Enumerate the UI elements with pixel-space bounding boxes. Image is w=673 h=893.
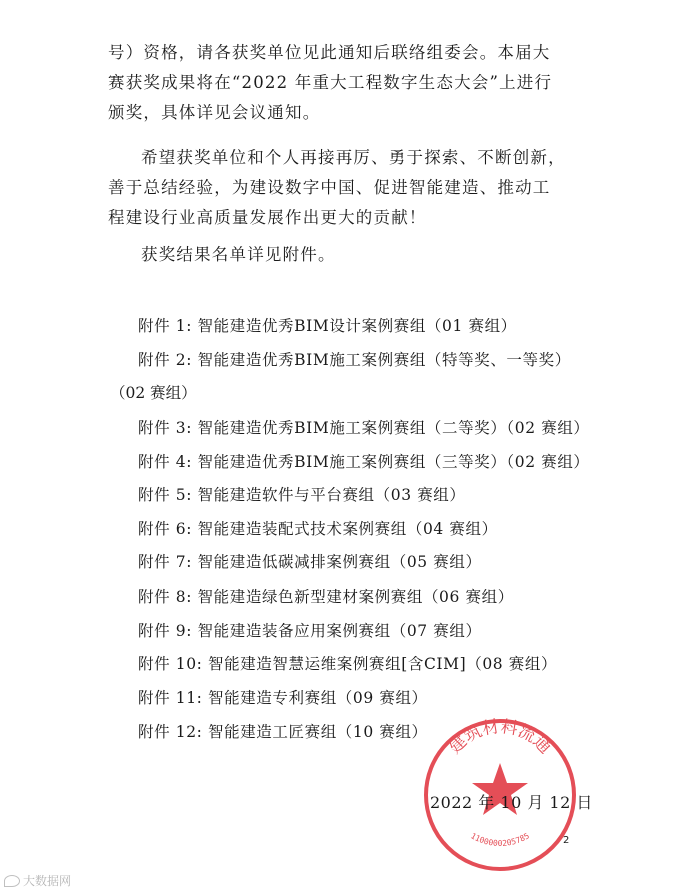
attachment-8: 附件 8: 智能建造绿色新型建材案例赛组（06 赛组） xyxy=(138,588,514,606)
paragraph-award-ceremony: 号）资格，请各获奖单位见此通知后联络组委会。本届大赛获奖成果将在“2022 年重大工程数字生态大会”上进行颁奖，具体详见会议通知。 xyxy=(108,43,553,122)
attachment-2: 附件 2: 智能建造优秀BIM施工案例赛组（特等奖、一等奖） xyxy=(138,351,571,369)
attachment-12: 附件 12: 智能建造工匠赛组（10 赛组） xyxy=(138,723,428,741)
attachment-6: 附件 6: 智能建造装配式技术案例赛组（04 赛组） xyxy=(138,520,498,538)
attachment-10: 附件 10: 智能建造智慧运维案例赛组[含CIM]（08 赛组） xyxy=(138,655,558,673)
seal-text: 建筑材料流通 xyxy=(445,716,555,758)
issue-date: 2022 年 10 月 12 日 xyxy=(430,793,593,812)
attachment-2-continuation: （02 赛组） xyxy=(110,384,197,402)
page-number: 2 xyxy=(563,835,570,846)
attachment-5: 附件 5: 智能建造软件与平台赛组（03 赛组） xyxy=(138,486,466,504)
attachment-9: 附件 9: 智能建造装备应用案例赛组（07 赛组） xyxy=(138,622,482,640)
paragraph-see-attachments xyxy=(108,240,568,270)
seal-number: 1100000205785 xyxy=(469,831,531,848)
watermark xyxy=(4,872,71,889)
attachment-1: 附件 1: 智能建造优秀BIM设计案例赛组（01 赛组） xyxy=(138,317,517,335)
watermark-text: 大数据网 xyxy=(23,874,72,888)
paragraph-see-attachments-text: 获奖结果名单详见附件。 xyxy=(141,245,336,264)
attachment-3: 附件 3: 智能建造优秀BIM施工案例赛组（二等奖）（02 赛组） xyxy=(138,419,590,437)
paragraph-encouragement-text: 希望获奖单位和个人再接再厉、勇于探索、不断创新，善于总结经验，为建设数字中国、促进智能建造、推动工程建设行业高质量发展作出更大的贡献！ xyxy=(108,148,566,227)
attachment-11: 附件 11: 智能建造专利赛组（09 赛组） xyxy=(138,689,428,707)
attachment-7: 附件 7: 智能建造低碳减排案例赛组（05 赛组） xyxy=(138,553,482,571)
paragraph-encouragement xyxy=(108,143,568,233)
watermark-logo-icon xyxy=(4,875,20,887)
attachment-4: 附件 4: 智能建造优秀BIM施工案例赛组（三等奖）（02 赛组） xyxy=(138,453,590,471)
